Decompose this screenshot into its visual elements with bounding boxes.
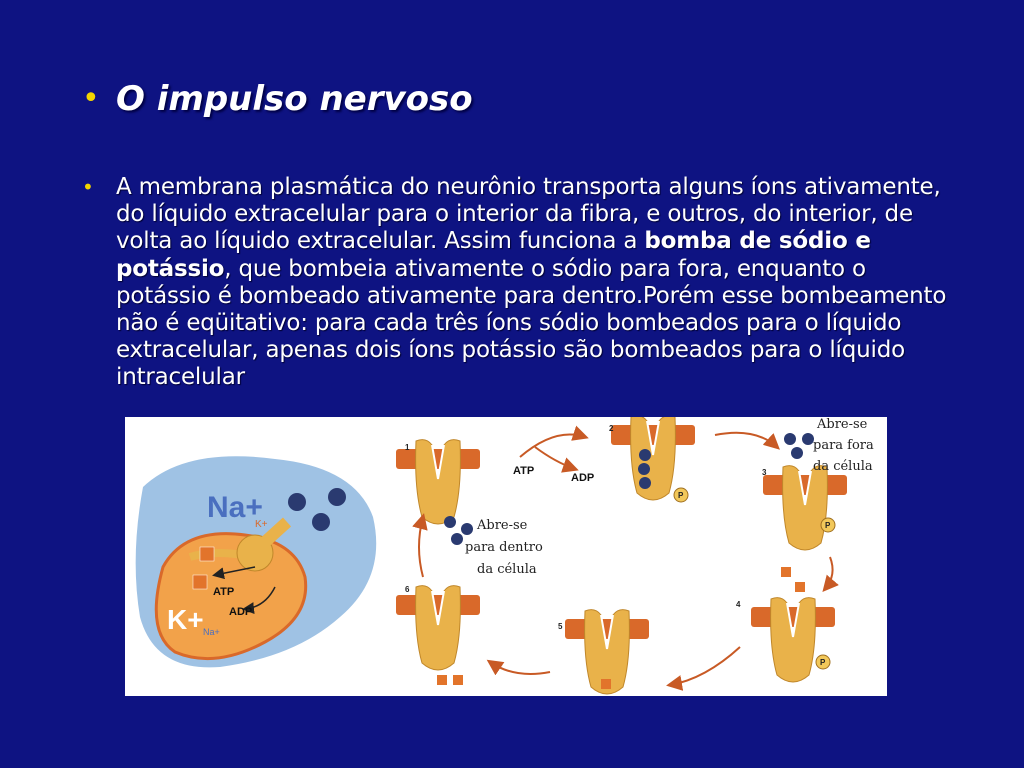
pump-cycle-diagram — [396, 417, 874, 694]
step-number-2: 2 — [609, 424, 614, 433]
adp-label-left: ADP — [229, 606, 253, 618]
k-label: K+ — [167, 604, 204, 635]
abre-fora-line-2: para fora — [813, 438, 874, 453]
left-panel-diagram — [136, 456, 377, 667]
pump-step-6 — [396, 586, 480, 670]
bullet-icon: • — [82, 175, 94, 199]
p-label-3: P — [825, 521, 831, 530]
na-small-label: Na+ — [203, 627, 220, 637]
step-number-1: 1 — [405, 443, 410, 452]
step-number-4: 4 — [736, 600, 741, 609]
body-paragraph — [116, 174, 962, 392]
pump-step-2 — [611, 417, 695, 500]
step-number-6: 6 — [405, 585, 410, 594]
p-label-2: P — [678, 491, 684, 500]
atp-label-left: ATP — [213, 586, 235, 598]
abre-fora-line-3: da célula — [813, 459, 873, 474]
title-bullet-row — [82, 78, 473, 120]
paragraph-part-1: A membrana plasmática do neurônio transporta alguns íons ativamente, do líquido extracelular para o interior da fibra, e outros, do interior, de volta ao líquido extracelular. Assim funciona a — [116, 174, 941, 255]
p-label-4: P — [820, 658, 826, 667]
sodium-potassium-pump-figure — [125, 417, 887, 696]
atp-label-cycle: ATP — [513, 465, 535, 477]
step-number-3: 3 — [762, 468, 767, 477]
abre-dentro-line-3: da célula — [477, 562, 537, 577]
abre-dentro-line-2: para dentro — [465, 540, 543, 555]
step-number-5: 5 — [558, 622, 563, 631]
paragraph-part-2: , que bombeia ativamente o sódio para fora, enquanto o potássio é bombeado ativamente para dentro.Porém esse bombeamento não é eqüitativo: para cada três íons sódio bombeados para o líquido extracelular, apenas dois íons potássio são bombeados para o líquido intracelular — [116, 255, 947, 391]
abre-dentro-line-1: Abre-se — [477, 518, 528, 533]
paragraph-bold-term: bomba de sódio e potássio — [116, 228, 871, 282]
k-small-label: K+ — [255, 519, 268, 530]
na-label: Na+ — [207, 491, 263, 524]
adp-label-cycle: ADP — [571, 472, 595, 484]
bullet-icon: • — [82, 81, 100, 116]
slide-title: O impulso nervoso — [116, 79, 473, 119]
abre-fora-line-1: Abre-se — [817, 417, 868, 432]
paragraph-bullet-row — [82, 174, 962, 392]
pump-step-1 — [396, 440, 480, 524]
pump-step-3 — [763, 466, 847, 550]
